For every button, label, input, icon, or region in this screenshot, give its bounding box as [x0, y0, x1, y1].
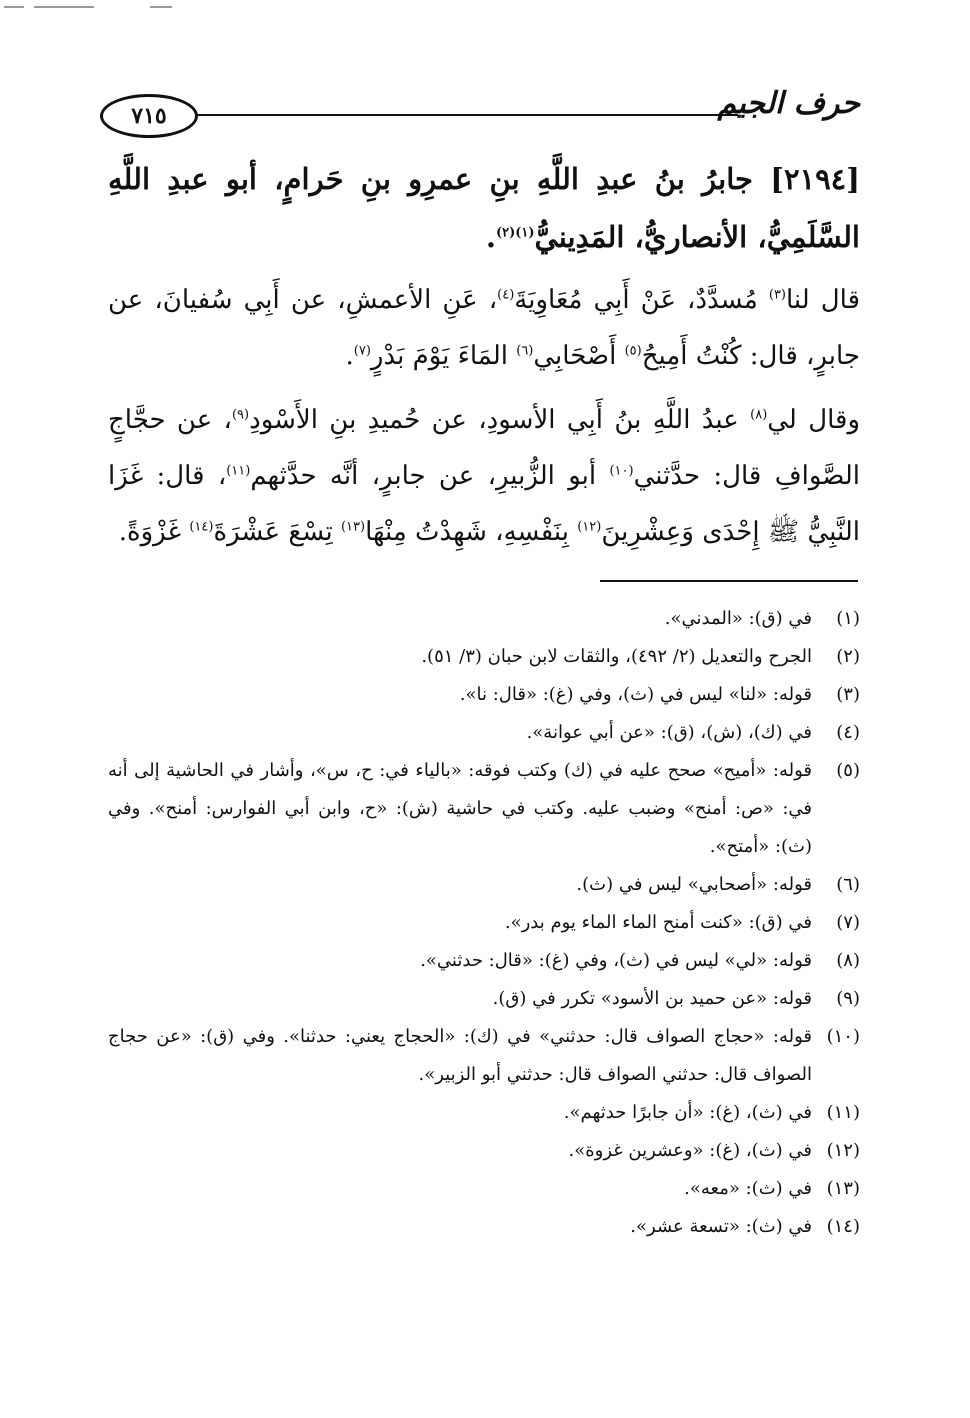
footnote-text: قوله: «لنا» ليس في (ث)، وفي (غ): «قال: نا». [459, 684, 812, 705]
footnote-marker: (١١) [226, 463, 251, 479]
footnote-text: في (ك)، (ش)، (ق): «عن أبي عوانة». [526, 722, 812, 743]
main-text [108, 150, 860, 560]
page-number: ٧١٥ [131, 103, 167, 129]
footnote-5 [108, 752, 860, 866]
scan-mark [150, 6, 172, 8]
text-run: عبدُ اللَّهِ بنُ أَبِي الأسودِ، عن حُميدِ بنِ الأَسْودِ [249, 405, 751, 435]
footnote-2 [108, 638, 860, 676]
footnote-13 [108, 1170, 860, 1208]
footnote-3 [108, 676, 860, 714]
footnote-11 [108, 1094, 860, 1132]
footnotes [108, 600, 860, 1246]
footnote-marker: (٥) [624, 343, 642, 359]
footnote-text: قوله: «عن حميد بن الأسود» تكرر في (ق). [492, 988, 812, 1009]
footnote-number: (٩) [836, 988, 860, 1009]
text-run: أَصْحَابِي [533, 341, 625, 371]
header-rule [196, 114, 738, 116]
footnote-text: في (ث)، (غ): «وعشرين غزوة». [568, 1140, 812, 1161]
footnote-14 [108, 1208, 860, 1246]
footnote-marker: (١٠) [609, 463, 634, 479]
footnote-marker: (١٤) [189, 519, 214, 535]
footnote-marker: (٣) [768, 287, 786, 303]
text-run: بِنَفْسِهِ، شَهِدْتُ مِنْهَا [365, 517, 578, 547]
footnote-marker: (٨) [750, 407, 768, 423]
paragraph-1 [108, 272, 860, 384]
footnote-text: قوله: «أصحابي» ليس في (ث). [576, 874, 812, 895]
text-run: تِسْعَ عَشْرَةَ [213, 517, 341, 547]
entry-title [108, 150, 860, 266]
running-title: حرف الجيم [717, 86, 860, 121]
paragraph-2 [108, 392, 860, 560]
footnote-text: قوله: «لي» ليس في (ث)، وفي (غ): «قال: حدثني». [420, 950, 812, 971]
footnote-text: في (ق): «كنت أمنح الماء الماء يوم بدر». [504, 912, 812, 933]
text-run: ، عَنِ الأعمشِ، عن أَبِي سُفيانَ، عن جابرٍ، قال: كُنْتُ أَمِيحُ [108, 285, 860, 371]
footnote-number: (١٣) [826, 1178, 860, 1199]
page-header [100, 86, 860, 146]
footnote-12 [108, 1132, 860, 1170]
footnote-6 [108, 866, 860, 904]
footnote-number: (٨) [836, 950, 860, 971]
page-number-badge [100, 94, 198, 138]
footnote-marker: (١٣) [340, 519, 366, 535]
footnote-marker: (٤) [497, 287, 515, 303]
entry-title-end: . [485, 220, 496, 254]
footnote-number: (١) [836, 608, 860, 629]
footnote-text: قوله: «حجاج الصواف قال: حدثني» في (ك): «الحجاج يعني: حدثنا». وفي (ق): «عن حجاج الصواف قال: حدثني الصواف قال: حدثني أبو الزبير». [108, 1026, 812, 1085]
footnote-4 [108, 714, 860, 752]
footnote-text: في (ث): «تسعة عشر». [630, 1216, 812, 1237]
footnote-1 [108, 600, 860, 638]
text-run: غَزْوَةً. [118, 517, 190, 547]
footnote-text: في (ق): «المدني». [664, 608, 812, 629]
footnote-number: (٧) [836, 912, 860, 933]
footnote-number: (١١) [826, 1102, 860, 1123]
footnote-8 [108, 942, 860, 980]
scan-edge-marks [0, 0, 970, 14]
footnote-marker: (٦) [516, 343, 534, 359]
text-run: . [345, 341, 354, 371]
footnote-text: الجرح والتعديل (٢/ ٤٩٢)، والثقات لابن حبان (٣/ ٥١). [421, 646, 812, 667]
footnote-text: في (ث): «معه». [684, 1178, 812, 1199]
footnote-marker: (١)(٢) [495, 225, 535, 241]
text-run: وقال لي [767, 405, 861, 435]
text-run: ، عن حجَّاجٍ الصَّوافِ قال: حدَّثني [108, 405, 860, 491]
scan-mark [34, 6, 94, 8]
footnote-text: في (ث)، (غ): «أن جابرًا حدثهم». [563, 1102, 812, 1123]
text-run: قال لنا [786, 285, 860, 315]
footnote-number: (٢) [836, 646, 860, 667]
footnote-marker: (٧) [353, 343, 371, 359]
footnote-10 [108, 1018, 860, 1094]
text-run: مُسدَّدٌ، عَنْ أَبِي مُعَاوِيَةَ [514, 285, 769, 315]
footnote-number: (٤) [836, 722, 860, 743]
footnote-number: (٣) [836, 684, 860, 705]
footnote-marker: (٩) [231, 407, 250, 423]
footnote-7 [108, 904, 860, 942]
footnote-marker: (١٢) [577, 519, 602, 535]
footnote-number: (١٢) [826, 1140, 860, 1161]
footnote-number: (٦) [836, 874, 860, 895]
entry-title-text: [٢١٩٤] جابرُ بنُ عبدِ اللَّهِ بنِ عمرِو بنِ حَرامٍ، أبو عبدِ اللَّهِ السَّلَمِيُّ، الأنصاريُّ، المَدِينيُّ [108, 162, 860, 254]
footnote-text: قوله: «أميح» صحح عليه في (ك) وكتب فوقه: «بالياء في: ح، س»، وأشار في الحاشية إلى أنه في: «ص: أمنح» وضبب عليه. وكتب في حاشية (ش): «ح، وابن أبي الفوارس: أمنح». وفي (ث): «أمتح». [108, 760, 812, 857]
footnote-9 [108, 980, 860, 1018]
footnote-separator [600, 580, 858, 582]
scan-mark [4, 6, 24, 8]
footnote-number: (١٠) [826, 1026, 860, 1047]
text-run: المَاءَ يَوْمَ بَدْرٍ [370, 341, 517, 371]
footnote-number: (١٤) [826, 1216, 860, 1237]
text-run: ، قال: غَزَا النَّبِيُّ ﷺ إِحْدَى وَعِشْرِينَ [108, 461, 860, 547]
text-run: أبو الزُّبيرِ، عن جابرٍ، أنَّه حدَّثهم [250, 461, 610, 491]
footnote-number: (٥) [836, 760, 860, 781]
